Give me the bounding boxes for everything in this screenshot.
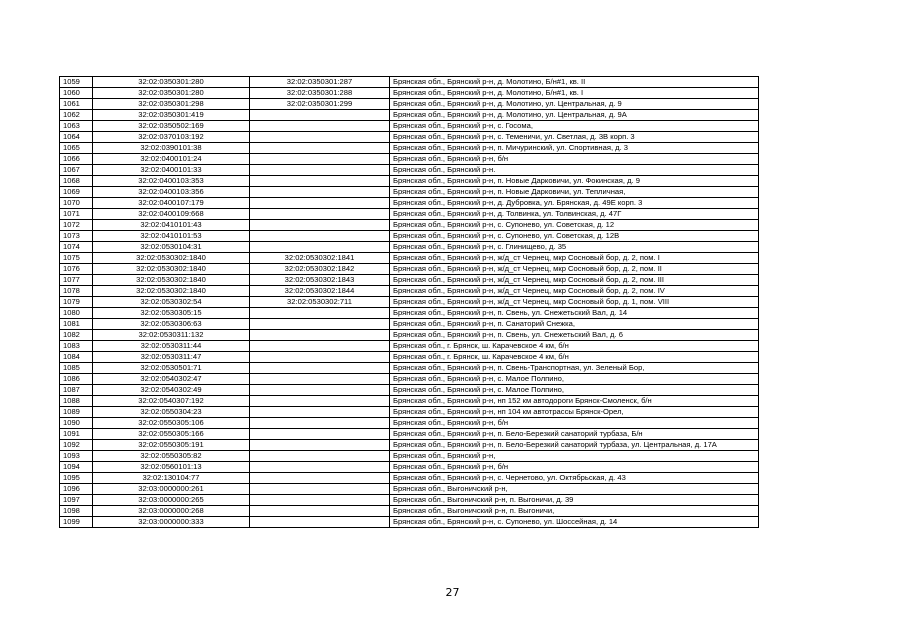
address-cell: Брянская обл., Брянский р-н, с. Супонево, ул. Шоссейная, д. 14: [390, 517, 759, 528]
cadastral-number-cell: 32:02:0350502:169: [93, 121, 250, 132]
row-number-cell: 1090: [60, 418, 93, 429]
table-row: [60, 319, 759, 330]
sub-cadastral-number-cell: [250, 440, 390, 451]
row-number-cell: 1076: [60, 264, 93, 275]
cadastral-number-cell: 32:02:0560101:13: [93, 462, 250, 473]
cadastral-number-cell: 32:02:0550304:23: [93, 407, 250, 418]
address-cell: Брянская обл., Брянский р-н, д. Молотино, ул. Центральная, д. 9А: [390, 110, 759, 121]
sub-cadastral-number-cell: [250, 330, 390, 341]
cadastral-number-cell: 32:02:0530302:1840: [93, 264, 250, 275]
address-cell: Брянская обл., Брянский р-н, б/н: [390, 418, 759, 429]
cadastral-number-cell: 32:02:0530302:1840: [93, 286, 250, 297]
sub-cadastral-number-cell: [250, 110, 390, 121]
address-cell: Брянская обл., Брянский р-н, п. Санаторий Снежка,: [390, 319, 759, 330]
cadastral-number-cell: 32:02:0540302:47: [93, 374, 250, 385]
address-cell: Брянская обл., Выгоничский р-н, п. Выгоничи, д. 39: [390, 495, 759, 506]
row-number-cell: 1071: [60, 209, 93, 220]
sub-cadastral-number-cell: [250, 308, 390, 319]
cadastral-number-cell: 32:02:0530311:44: [93, 341, 250, 352]
sub-cadastral-number-cell: 32:02:0530302:1843: [250, 275, 390, 286]
cadastral-number-cell: 32:02:0540307:192: [93, 396, 250, 407]
table-row: [60, 286, 759, 297]
sub-cadastral-number-cell: 32:02:0530302:1841: [250, 253, 390, 264]
row-number-cell: 1073: [60, 231, 93, 242]
table-row: [60, 407, 759, 418]
cadastral-number-cell: 32:02:0550305:166: [93, 429, 250, 440]
table-row: [60, 253, 759, 264]
cadastral-number-cell: 32:02:0530305:15: [93, 308, 250, 319]
sub-cadastral-number-cell: [250, 495, 390, 506]
sub-cadastral-number-cell: [250, 429, 390, 440]
cadastral-number-cell: 32:02:0350301:298: [93, 99, 250, 110]
cadastral-number-cell: 32:02:0550305:106: [93, 418, 250, 429]
row-number-cell: 1075: [60, 253, 93, 264]
address-cell: Брянская обл., Брянский р-н, с. Малое Полпино,: [390, 374, 759, 385]
table-row: [60, 264, 759, 275]
cadastral-number-cell: 32:02:0410101:43: [93, 220, 250, 231]
row-number-cell: 1095: [60, 473, 93, 484]
table-row: [60, 110, 759, 121]
table-row: [60, 275, 759, 286]
table-row: [60, 231, 759, 242]
cadastral-number-cell: 32:02:0400107:179: [93, 198, 250, 209]
cadastral-number-cell: 32:02:0550305:82: [93, 451, 250, 462]
sub-cadastral-number-cell: [250, 341, 390, 352]
row-number-cell: 1081: [60, 319, 93, 330]
cadastral-number-cell: 32:02:0370103:192: [93, 132, 250, 143]
cadastral-number-cell: 32:02:0530302:1840: [93, 253, 250, 264]
table-row: [60, 132, 759, 143]
sub-cadastral-number-cell: [250, 363, 390, 374]
row-number-cell: 1080: [60, 308, 93, 319]
table-row: [60, 429, 759, 440]
sub-cadastral-number-cell: 32:02:0350301:299: [250, 99, 390, 110]
row-number-cell: 1096: [60, 484, 93, 495]
table-row: [60, 374, 759, 385]
table-row: [60, 363, 759, 374]
sub-cadastral-number-cell: [250, 396, 390, 407]
table-row: [60, 495, 759, 506]
cadastral-number-cell: 32:02:0400103:356: [93, 187, 250, 198]
cadastral-number-cell: 32:02:0390101:38: [93, 143, 250, 154]
row-number-cell: 1064: [60, 132, 93, 143]
table-row: [60, 506, 759, 517]
sub-cadastral-number-cell: [250, 385, 390, 396]
address-cell: Брянская обл., Брянский р-н, д. Дубровка, ул. Брянская, д. 49Е корп. 3: [390, 198, 759, 209]
sub-cadastral-number-cell: 32:02:0350301:287: [250, 77, 390, 88]
cadastral-number-cell: 32:02:0350301:419: [93, 110, 250, 121]
cadastral-number-cell: 32:03:0000000:261: [93, 484, 250, 495]
address-cell: Брянская обл., Брянский р-н, п. Свень-Транспортная, ул. Зеленый Бор,: [390, 363, 759, 374]
sub-cadastral-number-cell: [250, 198, 390, 209]
sub-cadastral-number-cell: [250, 143, 390, 154]
table-row: [60, 77, 759, 88]
address-cell: Брянская обл., Брянский р-н, п. Мичуринский, ул. Спортивная, д. 3: [390, 143, 759, 154]
sub-cadastral-number-cell: 32:02:0530302:1844: [250, 286, 390, 297]
sub-cadastral-number-cell: [250, 462, 390, 473]
address-cell: Брянская обл., Брянский р-н,: [390, 451, 759, 462]
row-number-cell: 1074: [60, 242, 93, 253]
address-cell: Брянская обл., г. Брянск, ш. Карачевское 4 км, б/н: [390, 341, 759, 352]
sub-cadastral-number-cell: [250, 165, 390, 176]
row-number-cell: 1059: [60, 77, 93, 88]
row-number-cell: 1093: [60, 451, 93, 462]
cadastral-number-cell: 32:03:0000000:333: [93, 517, 250, 528]
table-row: [60, 165, 759, 176]
address-cell: Брянская обл., Брянский р-н, п. Новые Дарковичи, ул. Тепличная,: [390, 187, 759, 198]
row-number-cell: 1061: [60, 99, 93, 110]
sub-cadastral-number-cell: [250, 187, 390, 198]
table-row: [60, 484, 759, 495]
table-row: [60, 198, 759, 209]
registry-table-body: [60, 77, 759, 528]
table-row: [60, 451, 759, 462]
row-number-cell: 1079: [60, 297, 93, 308]
sub-cadastral-number-cell: [250, 407, 390, 418]
sub-cadastral-number-cell: [250, 242, 390, 253]
table-row: [60, 418, 759, 429]
row-number-cell: 1091: [60, 429, 93, 440]
row-number-cell: 1067: [60, 165, 93, 176]
address-cell: Брянская обл., г. Брянск, ш. Карачевское 4 км, б/н: [390, 352, 759, 363]
cadastral-number-cell: 32:02:0550305:191: [93, 440, 250, 451]
address-cell: Брянская обл., Брянский р-н, нп 104 км автотрассы Брянск-Орел,: [390, 407, 759, 418]
address-cell: Брянская обл., Выгоничский р-н, п. Выгоничи,: [390, 506, 759, 517]
property-registry-table: [59, 76, 759, 528]
row-number-cell: 1086: [60, 374, 93, 385]
address-cell: Брянская обл., Брянский р-н, д. Толвинка, ул. Толвинская, д. 47Г: [390, 209, 759, 220]
row-number-cell: 1062: [60, 110, 93, 121]
table-row: [60, 396, 759, 407]
row-number-cell: 1097: [60, 495, 93, 506]
address-cell: Брянская обл., Брянский р-н, нп 152 км автодороги Брянск-Смоленск, б/н: [390, 396, 759, 407]
row-number-cell: 1085: [60, 363, 93, 374]
row-number-cell: 1065: [60, 143, 93, 154]
cadastral-number-cell: 32:03:0000000:265: [93, 495, 250, 506]
sub-cadastral-number-cell: [250, 209, 390, 220]
address-cell: Брянская обл., Брянский р-н, п. Бело-Березкий санаторий турбаза, Б/н: [390, 429, 759, 440]
table-row: [60, 341, 759, 352]
address-cell: Брянская обл., Брянский р-н, ж/д_ст Чернец, мкр Сосновый бор, д. 2, пом. IV: [390, 286, 759, 297]
table-row: [60, 385, 759, 396]
cadastral-number-cell: 32:02:0400103:353: [93, 176, 250, 187]
row-number-cell: 1084: [60, 352, 93, 363]
cadastral-number-cell: 32:02:0530302:1840: [93, 275, 250, 286]
cadastral-number-cell: 32:02:0530104:31: [93, 242, 250, 253]
cadastral-number-cell: 32:02:0350301:280: [93, 77, 250, 88]
sub-cadastral-number-cell: [250, 374, 390, 385]
cadastral-number-cell: 32:02:0400101:24: [93, 154, 250, 165]
address-cell: Брянская обл., Брянский р-н, с. Малое Полпино,: [390, 385, 759, 396]
table-row: [60, 462, 759, 473]
row-number-cell: 1098: [60, 506, 93, 517]
cadastral-number-cell: 32:02:0400101:33: [93, 165, 250, 176]
row-number-cell: 1083: [60, 341, 93, 352]
address-cell: Брянская обл., Брянский р-н, д. Молотино, ул. Центральная, д. 9: [390, 99, 759, 110]
cadastral-number-cell: 32:02:0400109:668: [93, 209, 250, 220]
address-cell: Брянская обл., Брянский р-н, б/н: [390, 154, 759, 165]
row-number-cell: 1077: [60, 275, 93, 286]
sub-cadastral-number-cell: [250, 473, 390, 484]
sub-cadastral-number-cell: [250, 121, 390, 132]
table-row: [60, 154, 759, 165]
address-cell: Брянская обл., Брянский р-н, ж/д_ст Чернец, мкр Сосновый бор, д. 2, пом. II: [390, 264, 759, 275]
page-number: 27: [445, 586, 460, 599]
table-row: [60, 88, 759, 99]
cadastral-number-cell: 32:02:0530501:71: [93, 363, 250, 374]
row-number-cell: 1082: [60, 330, 93, 341]
sub-cadastral-number-cell: [250, 352, 390, 363]
cadastral-number-cell: 32:02:0530311:47: [93, 352, 250, 363]
cadastral-number-cell: 32:02:0530311:132: [93, 330, 250, 341]
row-number-cell: 1060: [60, 88, 93, 99]
cadastral-number-cell: 32:02:0350301:280: [93, 88, 250, 99]
address-cell: Брянская обл., Выгоничский р-н,: [390, 484, 759, 495]
table-row: [60, 143, 759, 154]
address-cell: Брянская обл., Брянский р-н, ж/д_ст Чернец, мкр Сосновый бор, д. 2, пом. III: [390, 275, 759, 286]
address-cell: Брянская обл., Брянский р-н, с. Чернетово, ул. Октябрьская, д. 43: [390, 473, 759, 484]
sub-cadastral-number-cell: [250, 132, 390, 143]
cadastral-number-cell: 32:03:0000000:268: [93, 506, 250, 517]
address-cell: Брянская обл., Брянский р-н, с. Теменичи, ул. Светлая, д. 3В корп. 3: [390, 132, 759, 143]
row-number-cell: 1070: [60, 198, 93, 209]
address-cell: Брянская обл., Брянский р-н, ж/д_ст Чернец, мкр Сосновый бор, д. 2, пом. I: [390, 253, 759, 264]
sub-cadastral-number-cell: 32:02:0530302:1842: [250, 264, 390, 275]
address-cell: Брянская обл., Брянский р-н, с. Супонево, ул. Советская, д. 12В: [390, 231, 759, 242]
address-cell: Брянская обл., Брянский р-н, п. Свень, ул. Снежетьский Вал, д. 6: [390, 330, 759, 341]
table-row: [60, 242, 759, 253]
row-number-cell: 1099: [60, 517, 93, 528]
sub-cadastral-number-cell: 32:02:0350301:288: [250, 88, 390, 99]
cadastral-number-cell: 32:02:0410101:53: [93, 231, 250, 242]
row-number-cell: 1089: [60, 407, 93, 418]
table-row: [60, 297, 759, 308]
sub-cadastral-number-cell: 32:02:0530302:711: [250, 297, 390, 308]
sub-cadastral-number-cell: [250, 154, 390, 165]
row-number-cell: 1072: [60, 220, 93, 231]
table-row: [60, 209, 759, 220]
address-cell: Брянская обл., Брянский р-н.: [390, 165, 759, 176]
address-cell: Брянская обл., Брянский р-н, п. Новые Дарковичи, ул. Фокинская, д. 9: [390, 176, 759, 187]
cadastral-number-cell: 32:02:0530302:54: [93, 297, 250, 308]
row-number-cell: 1088: [60, 396, 93, 407]
address-cell: Брянская обл., Брянский р-н, ж/д_ст Чернец, мкр Сосновый бор, д. 1, пом. VIII: [390, 297, 759, 308]
sub-cadastral-number-cell: [250, 418, 390, 429]
sub-cadastral-number-cell: [250, 517, 390, 528]
address-cell: Брянская обл., Брянский р-н, д. Молотино, Б/н#1, кв. II: [390, 77, 759, 88]
row-number-cell: 1066: [60, 154, 93, 165]
sub-cadastral-number-cell: [250, 220, 390, 231]
sub-cadastral-number-cell: [250, 506, 390, 517]
table-row: [60, 473, 759, 484]
address-cell: Брянская обл., Брянский р-н, д. Молотино, Б/н#1, кв. I: [390, 88, 759, 99]
table-row: [60, 176, 759, 187]
table-row: [60, 352, 759, 363]
address-cell: Брянская обл., Брянский р-н, б/н: [390, 462, 759, 473]
table-row: [60, 99, 759, 110]
table-row: [60, 220, 759, 231]
table-row: [60, 187, 759, 198]
cadastral-number-cell: 32:02:130104:77: [93, 473, 250, 484]
row-number-cell: 1068: [60, 176, 93, 187]
row-number-cell: 1069: [60, 187, 93, 198]
address-cell: Брянская обл., Брянский р-н, с. Глинищево, д. 35: [390, 242, 759, 253]
address-cell: Брянская обл., Брянский р-н, п. Бело-Березкий санаторий турбаза, ул. Центральная, д. 17А: [390, 440, 759, 451]
cadastral-number-cell: 32:02:0530306:63: [93, 319, 250, 330]
sub-cadastral-number-cell: [250, 319, 390, 330]
row-number-cell: 1078: [60, 286, 93, 297]
sub-cadastral-number-cell: [250, 451, 390, 462]
address-cell: Брянская обл., Брянский р-н, с. Госома,: [390, 121, 759, 132]
address-cell: Брянская обл., Брянский р-н, п. Свень, ул. Снежетьский Вал, д. 14: [390, 308, 759, 319]
row-number-cell: 1063: [60, 121, 93, 132]
table-row: [60, 121, 759, 132]
table-row: [60, 308, 759, 319]
address-cell: Брянская обл., Брянский р-н, с. Супонево, ул. Советская, д. 12: [390, 220, 759, 231]
row-number-cell: 1094: [60, 462, 93, 473]
sub-cadastral-number-cell: [250, 231, 390, 242]
sub-cadastral-number-cell: [250, 484, 390, 495]
cadastral-number-cell: 32:02:0540302:49: [93, 385, 250, 396]
table-row: [60, 517, 759, 528]
table-row: [60, 440, 759, 451]
table-row: [60, 330, 759, 341]
row-number-cell: 1092: [60, 440, 93, 451]
sub-cadastral-number-cell: [250, 176, 390, 187]
row-number-cell: 1087: [60, 385, 93, 396]
